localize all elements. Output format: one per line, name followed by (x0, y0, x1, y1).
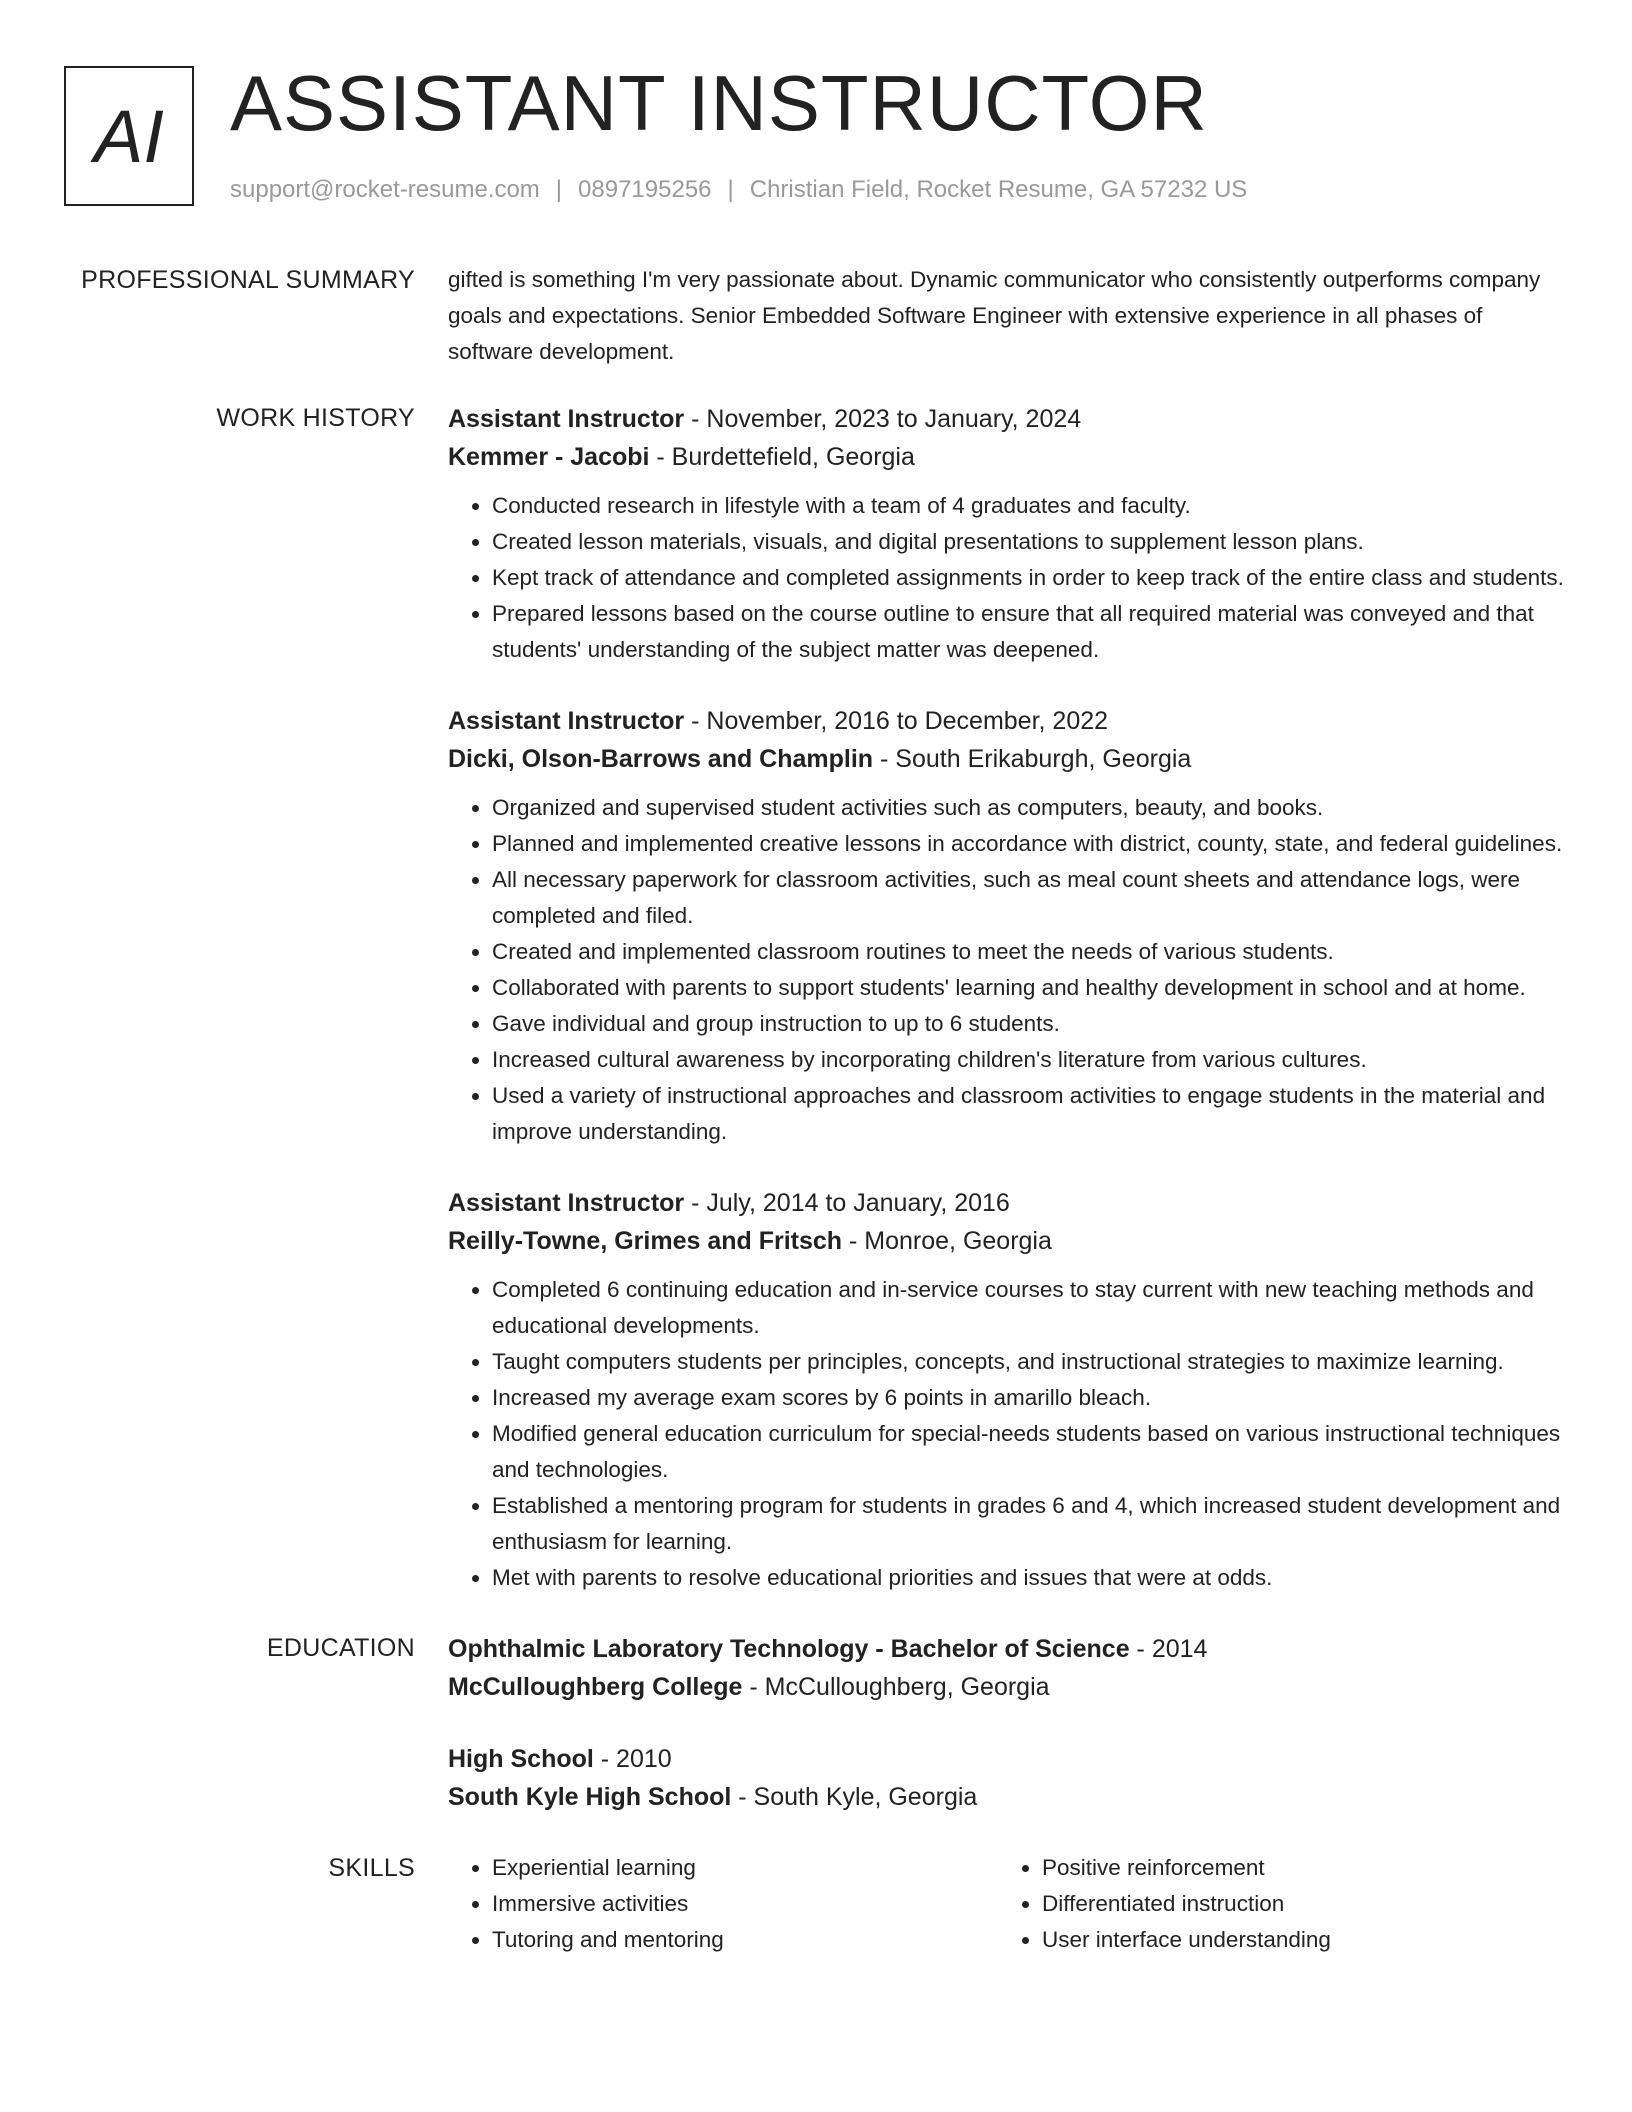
skills-list (998, 1850, 1548, 1958)
job-location: - South Erikaburgh, Georgia (873, 745, 1192, 773)
job-entry (448, 400, 1564, 668)
job-bullet: • Created and implemented classroom routines to meet the needs of various students. (492, 934, 1564, 970)
job-company-line (448, 1222, 1564, 1260)
section-label-work-history: WORK HISTORY (216, 404, 415, 432)
section-work-history (0, 400, 1632, 1630)
contact-line (230, 176, 1247, 204)
job-bullet: • Completed 6 continuing education and in-service courses to stay current with new teaching methods and educational developments. (492, 1272, 1564, 1344)
contact-separator: | (555, 176, 563, 203)
job-dates: - November, 2023 to January, 2024 (684, 405, 1082, 433)
job-entry (448, 1184, 1564, 1596)
job-bullets (448, 1272, 1564, 1596)
section-label-summary: PROFESSIONAL SUMMARY (81, 266, 415, 294)
section-label-education: EDUCATION (266, 1634, 415, 1662)
skills-grid (448, 1850, 1564, 1958)
job-entry (448, 702, 1564, 1150)
education-degree: Ophthalmic Laboratory Technology - Bachelor of Science (448, 1635, 1130, 1663)
education-location: - McCulloughberg, Georgia (742, 1673, 1050, 1701)
job-bullet: • All necessary paperwork for classroom activities, such as meal count sheets and attendance logs, were completed and filed. (492, 862, 1564, 934)
job-bullet: • Planned and implemented creative lessons in accordance with district, county, state, and federal guidelines. (492, 826, 1564, 862)
job-location: - Monroe, Georgia (842, 1227, 1052, 1255)
job-company-line (448, 438, 1564, 476)
job-title: Assistant Instructor (448, 707, 685, 735)
job-title-line (448, 702, 1564, 740)
skill-item: • Experiential learning (492, 1850, 998, 1886)
job-bullet: • Modified general education curriculum for special-needs students based on various instructional techniques and technologies. (492, 1416, 1564, 1488)
summary-text: gifted is something I'm very passionate about. Dynamic communicator who consistently outperforms company goals and expectations. Senior Embedded Software Engineer with extensive experience in all phases of software development. (448, 267, 1541, 364)
section-label-skills: SKILLS (328, 1854, 415, 1882)
section-skills (0, 1850, 1632, 1958)
education-school-line (448, 1778, 1564, 1816)
job-bullet: • Used a variety of instructional approaches and classroom activities to engage students in the material and improve understanding. (492, 1078, 1564, 1150)
resume-content (0, 262, 1632, 1958)
skill-item: • Immersive activities (492, 1886, 998, 1922)
skills-list (448, 1850, 998, 1958)
job-bullets (448, 790, 1564, 1150)
education-degree-line (448, 1740, 1564, 1778)
skill-item: • Differentiated instruction (1042, 1886, 1548, 1922)
job-company: Dicki, Olson-Barrows and Champlin (448, 745, 874, 773)
skill-item: • User interface understanding (1042, 1922, 1548, 1958)
contact-email[interactable]: support@rocket-resume.com (230, 176, 540, 203)
job-bullet: • Established a mentoring program for students in grades 6 and 4, which increased student development and enthusiasm for learning. (492, 1488, 1564, 1560)
education-entry (448, 1630, 1564, 1706)
job-dates: - November, 2016 to December, 2022 (684, 707, 1109, 735)
job-bullet: • Prepared lessons based on the course outline to ensure that all required material was conveyed and that students' understanding of the subject matter was deepened. (492, 596, 1564, 668)
contact-phone[interactable]: 0897195256 (578, 176, 712, 203)
job-title-line (448, 1184, 1564, 1222)
section-education (0, 1630, 1632, 1850)
job-bullet: • Met with parents to resolve educational priorities and issues that were at odds. (492, 1560, 1564, 1596)
skills-column-right (998, 1850, 1548, 1958)
job-bullet: • Organized and supervised student activities such as computers, beauty, and books. (492, 790, 1564, 826)
job-bullet: • Gave individual and group instruction to up to 6 students. (492, 1006, 1564, 1042)
skill-item: • Positive reinforcement (1042, 1850, 1548, 1886)
job-dates: - July, 2014 to January, 2016 (684, 1189, 1010, 1217)
contact-address: Christian Field, Rocket Resume, GA 57232 US (749, 176, 1248, 203)
job-company: Reilly-Towne, Grimes and Fritsch (448, 1227, 843, 1255)
job-bullet: • Conducted research in lifestyle with a team of 4 graduates and faculty. (492, 488, 1564, 524)
job-bullets (448, 488, 1564, 668)
job-bullet: • Taught computers students per principles, concepts, and instructional strategies to maximize learning. (492, 1344, 1564, 1380)
contact-separator: | (727, 176, 734, 203)
section-summary (0, 262, 1632, 400)
skill-item: • Tutoring and mentoring (492, 1922, 998, 1958)
education-location: - South Kyle, Georgia (731, 1783, 978, 1811)
skills-body (448, 1850, 1564, 1958)
job-bullet: • Increased my average exam scores by 6 points in amarillo bleach. (492, 1380, 1564, 1416)
education-degree: High School (448, 1745, 594, 1773)
job-bullet: • Increased cultural awareness by incorporating children's literature from various cultures. (492, 1042, 1564, 1078)
monogram-logo: AI (64, 66, 194, 206)
summary-body (448, 262, 1564, 400)
education-school: South Kyle High School (448, 1783, 732, 1811)
job-title-line (448, 400, 1564, 438)
skills-column-left (448, 1850, 998, 1958)
job-location: - Burdettefield, Georgia (649, 443, 915, 471)
work-history-body (448, 400, 1564, 1630)
education-entry (448, 1740, 1564, 1816)
job-bullet: • Created lesson materials, visuals, and digital presentations to supplement lesson plans. (492, 524, 1564, 560)
job-title: Assistant Instructor (448, 405, 685, 433)
job-bullet: • Kept track of attendance and completed assignments in order to keep track of the entire class and students. (492, 560, 1564, 596)
resume-title: ASSISTANT INSTRUCTOR (230, 59, 1208, 147)
education-body (448, 1630, 1564, 1850)
education-degree-line (448, 1630, 1564, 1668)
education-school-line (448, 1668, 1564, 1706)
education-year: - 2010 (593, 1745, 672, 1773)
job-title: Assistant Instructor (448, 1189, 685, 1217)
job-bullet: • Collaborated with parents to support students' learning and healthy development in school and at home. (492, 970, 1564, 1006)
job-company-line (448, 740, 1564, 778)
job-company: Kemmer - Jacobi (448, 443, 650, 471)
education-school: McCulloughberg College (448, 1673, 743, 1701)
education-year: - 2014 (1129, 1635, 1208, 1663)
